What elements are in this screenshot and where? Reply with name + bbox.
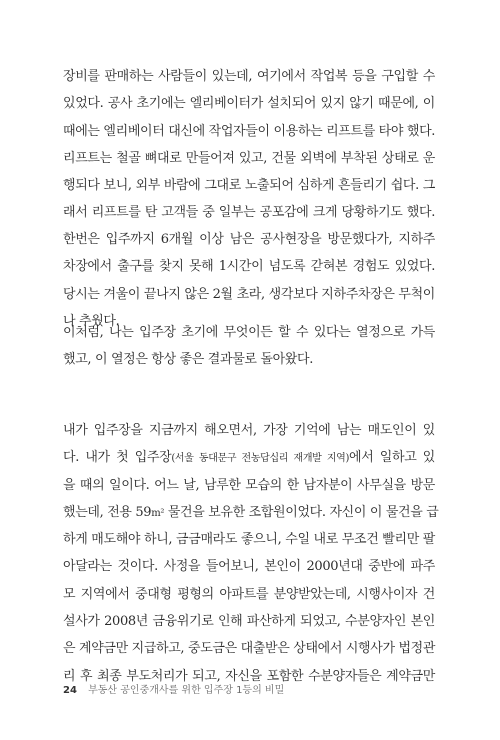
text-segment: 다. 내가 첫 입주장 — [63, 450, 172, 466]
location-note: (서울 동대문구 전농답십리 재개발 지역) — [171, 453, 350, 465]
page-number: 24 — [63, 685, 77, 696]
text-line: 을 때의 일이다. 어느 날, 남루한 모습의 한 남자분이 사무실을 방문 — [63, 477, 435, 493]
text-line: 한번은 입주까지 6개월 이상 남은 공사현장을 방문했다가, 지하주 — [63, 232, 435, 247]
text-segment: 했는데, 전용 59 — [63, 504, 152, 520]
paragraph-4 — [63, 423, 439, 697]
paragraph-3 — [63, 326, 435, 381]
book-title: 부동산 공인중개사를 위한 입주장 1등의 비밀 — [88, 685, 285, 696]
text-line — [63, 451, 435, 464]
page-footer — [63, 681, 284, 696]
text-line — [63, 504, 439, 520]
text-line: 있었다. 공사 초기에는 엘리베이터가 설치되어 있지 않기 때문에, 이 — [63, 96, 435, 112]
text-line: 나 추웠다. — [63, 313, 120, 329]
text-line: 때에는 엘리베이터 대신에 작업자들이 이용하는 리프트를 타야 했다. — [63, 123, 436, 139]
text-line: 은 계약금만 지급하고, 중도금은 대출받은 상태에서 시행사가 법정관 — [63, 641, 436, 657]
text-line: 리프트는 철골 뼈대로 만들어져 있고, 건물 외벽에 부착된 상태로 운 — [63, 150, 435, 166]
text-line: 내가 입주장을 지금까지 해오면서, 가장 기억에 남는 매도인이 있 — [63, 423, 435, 438]
text-line: 리 후 최종 부도처리가 되고, 자신을 포함한 수분양자들은 계약금만 — [63, 668, 435, 684]
text-segment: 물건을 보유한 조합원이었다. 자신이 이 물건을 급 — [164, 504, 439, 520]
area-unit: m² — [151, 507, 165, 519]
text-line: 당시는 겨울이 끝나지 않은 2월 초라, 생각보다 지하주차장은 무척이 — [63, 286, 435, 302]
text-line: 장비를 판매하는 사람들이 있는데, 여기에서 작업복 등을 구입할 수 — [63, 69, 435, 84]
text-line: 래서 리프트를 탄 고객들 중 일부는 공포감에 크게 당황하기도 했다. — [63, 205, 435, 221]
text-line: 차장에서 출구를 찾지 못해 1시간이 넘도록 갇혀본 경험도 있었다. — [63, 259, 435, 275]
text-line: 아달라는 것이다. 사정을 들어보니, 본인이 2000년대 중반에 파주 — [63, 559, 435, 575]
text-segment: 에서 일하고 있 — [349, 450, 435, 466]
text-line: 모 지역에서 중대형 평형의 아파트를 분양받았는데, 시행사이자 건 — [63, 586, 435, 602]
text-line: 하게 매도해야 하니, 금금매라도 좋으니, 수일 내로 무조건 빨리만 팔 — [63, 532, 435, 548]
text-line: 했고, 이 열정은 항상 좋은 결과물로 돌아왔다. — [63, 352, 314, 368]
text-line: 행되다 보니, 외부 바람에 그대로 노출되어 심하게 흔들리기 쉽다. 그 — [63, 178, 435, 194]
text-line: 설사가 2008년 금융위기로 인해 파산하게 되었고, 수분양자인 본인 — [63, 614, 435, 630]
paragraph-1 — [63, 70, 435, 234]
text-line: 이처럼, 나는 입주장 초기에 무엇이든 할 수 있다는 열정으로 가득 — [63, 325, 435, 340]
